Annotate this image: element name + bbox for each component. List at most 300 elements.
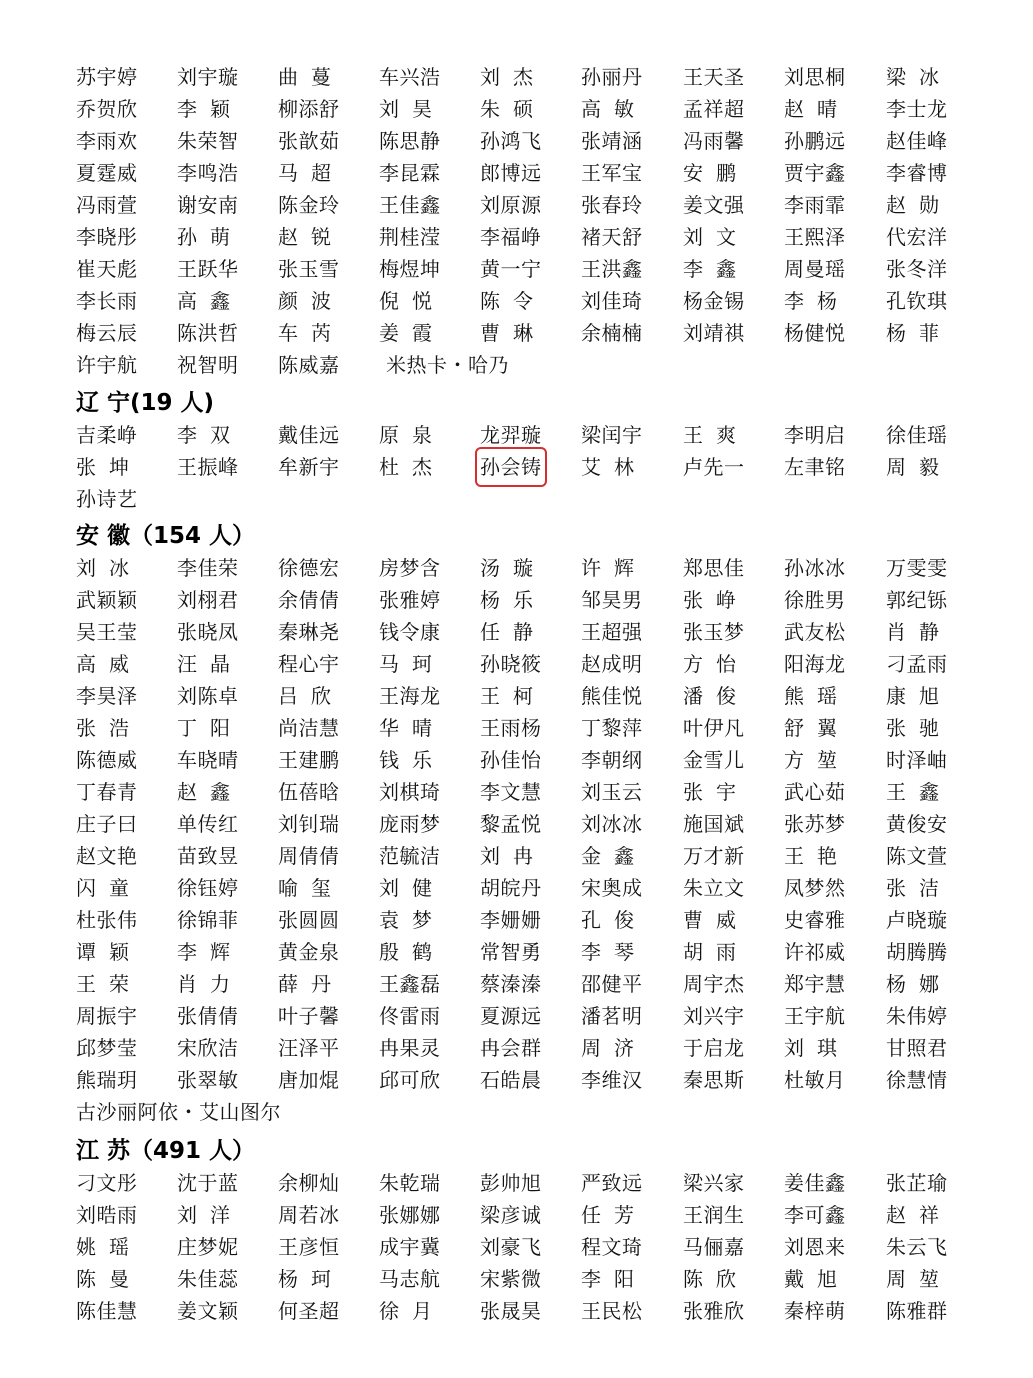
name-entry: 王佳鑫 [379,193,441,217]
name-entry: 宋紫微 [480,1267,542,1291]
name-row [0,585,1033,615]
name-entry: 吕欣 [278,684,344,708]
name-entry: 史睿雅 [784,908,846,932]
name-entry: 凤梦然 [784,876,846,900]
name-entry: 曲蔓 [278,65,344,89]
name-row [0,126,1033,156]
name-entry: 康旭 [886,684,952,708]
name-entry: 李士龙 [886,97,948,121]
name-entry: 徐锦菲 [177,908,239,932]
name-entry: 秦梓萌 [784,1299,846,1323]
name-entry: 舒翼 [784,716,850,740]
name-entry: 戴旭 [784,1267,850,1291]
name-entry: 牟新宇 [278,455,340,479]
name-row [0,452,1033,482]
name-entry: 赵鑫 [177,780,243,804]
name-entry: 刘文 [683,225,749,249]
name-entry: 秦思斯 [683,1068,745,1092]
name-entry: 钱乐 [379,748,445,772]
name-entry: 荆桂滢 [379,225,441,249]
name-row [0,713,1033,743]
name-entry: 冯雨馨 [683,129,745,153]
name-entry: 张浩 [76,716,142,740]
name-entry: 许辉 [581,556,647,580]
name-entry: 许宇航 [76,353,138,377]
name-entry: 蔡溱溱 [480,972,542,996]
name-entry: 李长雨 [76,289,138,313]
name-entry: 左聿铭 [784,455,846,479]
name-entry: 张峥 [683,588,749,612]
name-entry: 刘兴宇 [683,1004,745,1028]
name-entry: 叶伊凡 [683,716,745,740]
name-entry: 庄梦妮 [177,1235,239,1259]
name-entry: 张靖涵 [581,129,643,153]
name-entry: 李鸣浩 [177,161,239,185]
name-entry: 孙晓筱 [480,652,542,676]
name-entry: 谭颖 [76,940,142,964]
name-entry: 原泉 [379,423,445,447]
name-row [0,1033,1033,1063]
name-entry: 张娜娜 [379,1203,441,1227]
name-entry: 梁闰宇 [581,423,643,447]
name-entry: 潘茗明 [581,1004,643,1028]
name-row [0,649,1033,679]
name-entry: 杜杰 [379,455,445,479]
name-entry: 李佳荣 [177,556,239,580]
name-entry: 刁文彤 [76,1171,138,1195]
name-entry: 肖力 [177,972,243,996]
name-entry: 张倩倩 [177,1004,239,1028]
name-entry: 孙鹏远 [784,129,846,153]
name-entry: 严致远 [581,1171,643,1195]
name-entry: 胡雨 [683,940,749,964]
name-row [0,1296,1033,1326]
name-entry: 闪童 [76,876,142,900]
name-row [0,94,1033,124]
name-entry: 于启龙 [683,1036,745,1060]
name-entry: 刘钊瑞 [278,812,340,836]
name-entry: 王振峰 [177,455,239,479]
name-entry: 杨珂 [278,1267,344,1291]
name-entry: 成宇冀 [379,1235,441,1259]
name-entry: 周堃 [886,1267,952,1291]
name-entry: 丁阳 [177,716,243,740]
name-entry: 尚洁慧 [278,716,340,740]
name-entry: 郭纪铄 [886,588,948,612]
name-entry: 李辉 [177,940,243,964]
name-entry: 车芮 [278,321,344,345]
name-row [0,286,1033,316]
name-entry: 姚瑶 [76,1235,142,1259]
name-entry: 殷鹤 [379,940,445,964]
name-entry: 朱荣智 [177,129,239,153]
name-entry: 马志航 [379,1267,441,1291]
name-entry: 乔贺欣 [76,97,138,121]
name-entry: 丁春青 [76,780,138,804]
name-row [0,62,1033,92]
name-entry: 古沙丽阿依・艾山图尔 [76,1100,281,1124]
name-entry: 杨健悦 [784,321,846,345]
name-entry: 倪悦 [379,289,445,313]
name-entry: 崔天彪 [76,257,138,281]
name-entry: 宋奥成 [581,876,643,900]
name-entry: 梅煜坤 [379,257,441,281]
name-entry: 许祁威 [784,940,846,964]
name-entry: 张宇 [683,780,749,804]
name-entry: 郑思佳 [683,556,745,580]
name-entry: 李可鑫 [784,1203,846,1227]
name-entry: 张晟昊 [480,1299,542,1323]
name-entry: 杨菲 [886,321,952,345]
name-entry: 金鑫 [581,844,647,868]
name-entry: 肖静 [886,620,952,644]
name-entry: 杨金锡 [683,289,745,313]
name-entry: 梁冰 [886,65,952,89]
name-entry: 方怡 [683,652,749,676]
name-entry: 朱伟婷 [886,1004,948,1028]
name-row [0,553,1033,583]
name-row [0,1168,1033,1198]
name-entry: 周毅 [886,455,952,479]
name-row [0,190,1033,220]
name-entry: 祝智明 [177,353,239,377]
name-entry: 龙羿璇 [480,423,542,447]
name-entry: 孔钦琪 [886,289,948,313]
name-entry: 刘豪飞 [480,1235,542,1259]
name-row [0,1232,1033,1262]
name-entry: 卢晓璇 [886,908,948,932]
name-entry: 单传红 [177,812,239,836]
name-entry: 程文琦 [581,1235,643,1259]
name-entry: 姜文强 [683,193,745,217]
name-entry: 冉会群 [480,1036,542,1060]
name-entry: 陈欣 [683,1267,749,1291]
name-entry: 赵祥 [886,1203,952,1227]
name-entry: 李阳 [581,1267,647,1291]
name-entry: 曹威 [683,908,749,932]
name-entry: 李雨欢 [76,129,138,153]
name-entry: 金雪儿 [683,748,745,772]
name-entry: 武颖颖 [76,588,138,612]
name-entry: 苏宇婷 [76,65,138,89]
name-entry: 陈雅群 [886,1299,948,1323]
name-entry: 杨乐 [480,588,546,612]
name-entry: 李琴 [581,940,647,964]
name-entry: 方堃 [784,748,850,772]
name-entry: 高敏 [581,97,647,121]
name-entry: 刘佳琦 [581,289,643,313]
name-entry: 贾宇鑫 [784,161,846,185]
name-entry: 王建鹏 [278,748,340,772]
name-row [0,905,1033,935]
name-entry: 孙鸿飞 [480,129,542,153]
name-entry: 杨娜 [886,972,952,996]
name-entry: 孔俊 [581,908,647,932]
name-entry: 范毓洁 [379,844,441,868]
name-entry: 徐佳瑶 [886,423,948,447]
name-entry: 刘原源 [480,193,542,217]
name-entry: 刘陈卓 [177,684,239,708]
name-entry: 冉果灵 [379,1036,441,1060]
name-entry: 潘俊 [683,684,749,708]
name-entry: 车兴浩 [379,65,441,89]
name-entry: 王柯 [480,684,546,708]
name-entry: 刘昊 [379,97,445,121]
name-entry: 常智勇 [480,940,542,964]
name-entry: 李睿博 [886,161,948,185]
name-entry: 华晴 [379,716,445,740]
name-entry: 王润生 [683,1203,745,1227]
name-row [0,841,1033,871]
name-entry: 万才新 [683,844,745,868]
name-entry: 周倩倩 [278,844,340,868]
name-entry: 丁黎萍 [581,716,643,740]
name-entry: 黄一宁 [480,257,542,281]
name-entry: 谢安南 [177,193,239,217]
name-entry: 周济 [581,1036,647,1060]
name-entry: 王超强 [581,620,643,644]
name-row [0,1097,1033,1127]
name-entry: 邱梦莹 [76,1036,138,1060]
name-entry: 陈曼 [76,1267,142,1291]
name-entry: 艾林 [581,455,647,479]
province-heading: 安 徽（154 人） [76,523,256,549]
name-entry: 马珂 [379,652,445,676]
name-entry: 李福峥 [480,225,542,249]
name-entry: 武友松 [784,620,846,644]
name-entry: 秦琳尧 [278,620,340,644]
name-entry: 姜佳鑫 [784,1171,846,1195]
name-entry: 陈金玲 [278,193,340,217]
name-row [0,350,1033,380]
name-row [0,420,1033,450]
name-entry: 张雅欣 [683,1299,745,1323]
name-entry: 赵勋 [886,193,952,217]
name-entry: 李明启 [784,423,846,447]
name-entry: 张冬洋 [886,257,948,281]
name-entry: 赵佳峰 [886,129,948,153]
name-entry: 代宏洋 [886,225,948,249]
name-entry: 王鑫磊 [379,972,441,996]
name-entry: 孙佳怡 [480,748,542,772]
name-entry: 郎博远 [480,161,542,185]
name-entry: 叶子馨 [278,1004,340,1028]
name-entry: 朱立文 [683,876,745,900]
name-entry: 刘冰冰 [581,812,643,836]
name-entry: 武心茹 [784,780,846,804]
name-entry: 张玉雪 [278,257,340,281]
name-entry: 柳添舒 [278,97,340,121]
name-entry: 张春玲 [581,193,643,217]
name-entry: 王荣 [76,972,142,996]
name-entry: 陈威嘉 [278,353,340,377]
name-entry: 苗致昱 [177,844,239,868]
name-entry: 喻玺 [278,876,344,900]
name-row [0,745,1033,775]
name-entry: 冯雨萱 [76,193,138,217]
name-entry: 陈令 [480,289,546,313]
name-entry: 孙萌 [177,225,243,249]
name-entry: 孙丽丹 [581,65,643,89]
name-row [0,158,1033,188]
name-entry: 刘恩来 [784,1235,846,1259]
name-entry: 徐月 [379,1299,445,1323]
name-entry: 邱可欣 [379,1068,441,1092]
name-entry: 赵晴 [784,97,850,121]
name-entry: 赵文艳 [76,844,138,868]
name-entry: 姜霞 [379,321,445,345]
name-entry: 王雨杨 [480,716,542,740]
name-entry: 余柳灿 [278,1171,340,1195]
province-heading: 江 苏（491 人） [76,1138,256,1164]
name-entry: 汪泽平 [278,1036,340,1060]
name-entry: 梁彦诚 [480,1203,542,1227]
name-row [0,937,1033,967]
name-entry: 戴佳远 [278,423,340,447]
name-entry: 王跃华 [177,257,239,281]
name-entry: 杜敏月 [784,1068,846,1092]
name-entry: 汤璇 [480,556,546,580]
name-entry: 刘杰 [480,65,546,89]
name-entry: 颜波 [278,289,344,313]
name-entry: 张翠敏 [177,1068,239,1092]
name-row [0,1264,1033,1294]
name-row [0,617,1033,647]
name-entry: 吉柔峥 [76,423,138,447]
name-entry: 余楠楠 [581,321,643,345]
name-entry: 邹昊男 [581,588,643,612]
name-entry: 孟祥超 [683,97,745,121]
name-entry: 张晓凤 [177,620,239,644]
name-entry: 朱云飞 [886,1235,948,1259]
name-entry: 刘冰 [76,556,142,580]
name-entry: 吴王莹 [76,620,138,644]
name-entry: 李双 [177,423,243,447]
name-entry: 刘靖祺 [683,321,745,345]
name-entry: 孙诗艺 [76,487,138,511]
name-entry: 王爽 [683,423,749,447]
name-entry: 李朝纲 [581,748,643,772]
name-entry: 唐加焜 [278,1068,340,1092]
name-entry: 黎孟悦 [480,812,542,836]
name-row [0,809,1033,839]
name-entry: 张苏梦 [784,812,846,836]
name-entry: 王艳 [784,844,850,868]
name-entry: 胡皖丹 [480,876,542,900]
name-entry: 马超 [278,161,344,185]
name-entry: 彭帅旭 [480,1171,542,1195]
name-entry: 李昆霖 [379,161,441,185]
name-entry: 汪晶 [177,652,243,676]
name-row [0,1001,1033,1031]
name-row [0,318,1033,348]
name-entry: 李晓彤 [76,225,138,249]
name-entry: 刘晧雨 [76,1203,138,1227]
name-entry: 褚天舒 [581,225,643,249]
name-entry: 徐胜男 [784,588,846,612]
name-entry: 钱令康 [379,620,441,644]
name-entry: 陈德威 [76,748,138,772]
name-entry: 薛丹 [278,972,344,996]
name-entry: 王熙泽 [784,225,846,249]
name-entry: 熊瑞玥 [76,1068,138,1092]
name-entry: 陈佳慧 [76,1299,138,1323]
name-entry: 张玉梦 [683,620,745,644]
name-entry: 赵成明 [581,652,643,676]
name-entry: 周曼瑶 [784,257,846,281]
name-entry: 袁梦 [379,908,445,932]
name-entry: 万雯雯 [886,556,948,580]
name-entry: 刘栩君 [177,588,239,612]
name-entry: 刘棋琦 [379,780,441,804]
name-entry: 刘宇璇 [177,65,239,89]
province-heading: 辽 宁(19 人) [76,390,215,416]
name-entry: 陈洪哲 [177,321,239,345]
name-entry: 张驰 [886,716,952,740]
name-entry: 卢先一 [683,455,745,479]
name-entry: 熊佳悦 [581,684,643,708]
name-entry: 王洪鑫 [581,257,643,281]
name-entry: 杜张伟 [76,908,138,932]
name-entry: 姜文颖 [177,1299,239,1323]
name-entry: 余倩倩 [278,588,340,612]
name-row [0,777,1033,807]
name-entry: 佟雷雨 [379,1004,441,1028]
name-entry: 刘洋 [177,1203,243,1227]
name-entry: 王天圣 [683,65,745,89]
name-entry: 刘琪 [784,1036,850,1060]
name-entry: 黄俊安 [886,812,948,836]
name-entry: 张坤 [76,455,142,479]
name-entry: 李颖 [177,97,243,121]
name-row [0,873,1033,903]
name-row [0,1065,1033,1095]
name-entry: 张歆茹 [278,129,340,153]
name-entry: 李文慧 [480,780,542,804]
name-entry: 任芳 [581,1203,647,1227]
name-entry: 李昊泽 [76,684,138,708]
name-entry: 李维汉 [581,1068,643,1092]
name-entry: 张洁 [886,876,952,900]
name-entry: 刘冉 [480,844,546,868]
name-entry: 王民松 [581,1299,643,1323]
name-entry: 梁兴家 [683,1171,745,1195]
name-entry: 梅云辰 [76,321,138,345]
name-entry: 房梦含 [379,556,441,580]
name-entry: 时泽岫 [886,748,948,772]
name-row [0,484,1033,514]
name-entry: 刘健 [379,876,445,900]
name-entry: 徐德宏 [278,556,340,580]
name-entry: 王海龙 [379,684,441,708]
name-entry: 马俪嘉 [683,1235,745,1259]
name-entry: 朱硕 [480,97,546,121]
name-entry: 甘照君 [886,1036,948,1060]
name-entry: 李姗姗 [480,908,542,932]
name-entry: 周宇杰 [683,972,745,996]
name-row [0,222,1033,252]
name-entry: 邵健平 [581,972,643,996]
name-entry: 施国斌 [683,812,745,836]
name-entry: 宋欣洁 [177,1036,239,1060]
name-entry: 刁孟雨 [886,652,948,676]
name-entry: 王宇航 [784,1004,846,1028]
name-entry: 程心宇 [278,652,340,676]
name-entry: 李鑫 [683,257,749,281]
name-entry: 安鹏 [683,161,749,185]
name-entry: 庄子曰 [76,812,138,836]
name-entry: 庞雨梦 [379,812,441,836]
